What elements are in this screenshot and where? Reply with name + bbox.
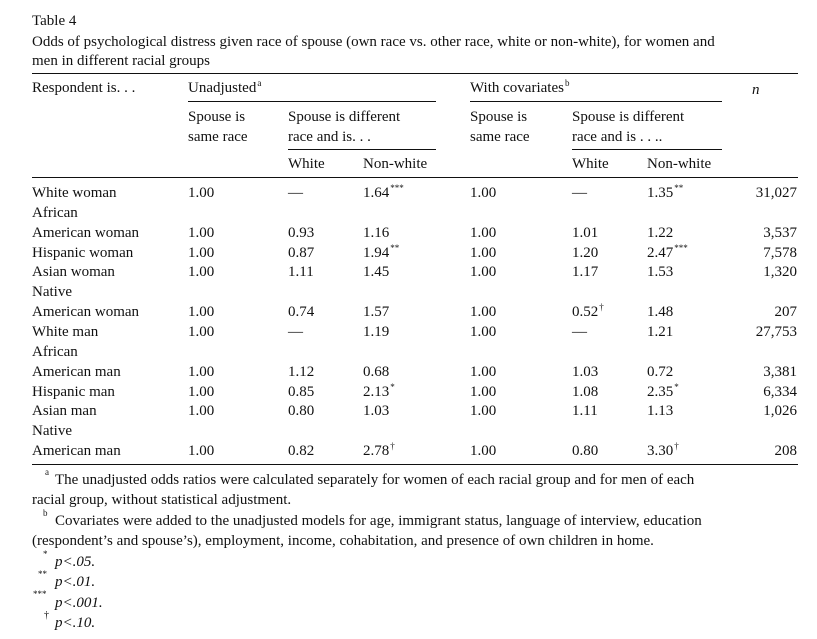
header-c-nonwhite: Non-white xyxy=(647,156,712,172)
significance-mark: *** xyxy=(674,243,688,253)
cell-unadjusted-nonwhite: 1.16 xyxy=(363,225,390,241)
cell-unadjusted-nonwhite: 2.78† xyxy=(363,441,395,459)
significance-mark: *** xyxy=(390,183,404,193)
cell-n: 1,320 xyxy=(763,264,797,280)
header-u-diff-2: race and is. . . xyxy=(288,129,371,145)
cell-unadjusted-same: 1.00 xyxy=(188,443,215,459)
header-u-same-2: same race xyxy=(188,129,248,145)
cell-unadjusted-same: 1.00 xyxy=(188,304,215,320)
cell-unadjusted-same: 1.00 xyxy=(188,245,215,261)
cell-unadjusted-white: — xyxy=(288,324,303,340)
footnote-b-ref: b xyxy=(564,78,570,88)
header-bottom-rule xyxy=(32,177,798,178)
row-label: Asian woman xyxy=(32,264,115,280)
table-label: Table 4 xyxy=(32,13,77,29)
sig-1-mark: * xyxy=(43,549,48,559)
cell-unadjusted-same: 1.00 xyxy=(188,364,215,380)
row-label: African xyxy=(32,344,78,360)
cell-unadjusted-nonwhite: 2.13* xyxy=(363,382,395,400)
cell-covariates-white: 0.52† xyxy=(572,302,604,320)
cell-n: 6,334 xyxy=(763,384,797,400)
top-rule xyxy=(32,73,798,74)
cell-covariates-nonwhite: 2.47*** xyxy=(647,243,688,261)
cell-covariates-white: 1.01 xyxy=(572,225,599,241)
cell-covariates-same: 1.00 xyxy=(470,324,497,340)
cell-unadjusted-white: 0.82 xyxy=(288,443,315,459)
cell-covariates-white: 1.11 xyxy=(572,403,598,419)
cell-unadjusted-nonwhite: 1.45 xyxy=(363,264,390,280)
header-c-diff-1: Spouse is different xyxy=(572,109,685,125)
cell-covariates-nonwhite: 1.13 xyxy=(647,403,674,419)
header-c-diff-2: race and is . . .. xyxy=(572,129,663,145)
cell-covariates-white: — xyxy=(572,185,587,201)
header-u-nonwhite: Non-white xyxy=(363,156,428,172)
cell-unadjusted-white: 0.80 xyxy=(288,403,315,419)
cell-covariates-white: 1.17 xyxy=(572,264,599,280)
header-n: n xyxy=(752,82,760,98)
row-label: American woman xyxy=(32,225,140,241)
cell-n: 3,381 xyxy=(763,364,797,380)
cell-covariates-same: 1.00 xyxy=(470,304,497,320)
cell-covariates-same: 1.00 xyxy=(470,403,497,419)
row-label: Native xyxy=(32,423,72,439)
unadjusted-rule xyxy=(188,101,436,102)
header-u-diff-1: Spouse is different xyxy=(288,109,401,125)
significance-mark: ** xyxy=(390,243,400,253)
cell-covariates-nonwhite: 2.35* xyxy=(647,382,679,400)
header-covariates: With covariates$^b$ xyxy=(470,78,570,96)
significance-mark: * xyxy=(390,382,395,392)
row-label: Native xyxy=(32,284,72,300)
cell-unadjusted-nonwhite: 1.03 xyxy=(363,403,390,419)
sig-4-mark: † xyxy=(44,610,49,621)
bottom-rule xyxy=(32,464,798,465)
u-diff-rule xyxy=(288,149,436,150)
footnote-a-line-2: racial group, without statistical adjustment. xyxy=(32,492,292,508)
cell-unadjusted-white: 0.93 xyxy=(288,225,315,241)
cell-covariates-same: 1.00 xyxy=(470,245,497,261)
cell-covariates-white: 1.08 xyxy=(572,384,599,400)
footnote-b-mark: b xyxy=(43,508,48,518)
cell-unadjusted-nonwhite: 1.57 xyxy=(363,304,390,320)
cell-unadjusted-nonwhite: 1.64*** xyxy=(363,183,404,201)
cell-unadjusted-same: 1.00 xyxy=(188,185,215,201)
header-c-white: White xyxy=(572,156,609,172)
header-u-same-1: Spouse is xyxy=(188,109,246,125)
cell-unadjusted-white: 0.74 xyxy=(288,304,315,320)
sig-3-mark: *** xyxy=(33,589,47,599)
cell-covariates-nonwhite: 1.35** xyxy=(647,183,684,201)
cell-covariates-nonwhite: 1.21 xyxy=(647,324,674,340)
cell-covariates-nonwhite: 3.30† xyxy=(647,441,679,459)
sig-2-text: p<.01. xyxy=(55,574,96,590)
header-respondent: Respondent is. . . xyxy=(32,80,136,96)
cell-n: 208 xyxy=(774,443,797,459)
cell-unadjusted-nonwhite: 1.19 xyxy=(363,324,390,340)
row-label: White woman xyxy=(32,185,117,201)
significance-mark: † xyxy=(674,441,679,451)
cell-unadjusted-nonwhite: 1.94** xyxy=(363,243,400,261)
caption-line-1: Odds of psychological distress given race of spouse (own race vs. other race, white or non-white), for women and xyxy=(32,34,715,50)
cell-unadjusted-white: 0.87 xyxy=(288,245,315,261)
cell-covariates-white: 0.80 xyxy=(572,443,599,459)
significance-mark: † xyxy=(599,302,604,312)
cell-unadjusted-white: 1.11 xyxy=(288,264,314,280)
cell-n: 31,027 xyxy=(755,185,797,201)
cell-covariates-white: 1.20 xyxy=(572,245,599,261)
footnote-a-ref: a xyxy=(257,78,262,88)
sig-1-text: p<.05. xyxy=(55,554,96,570)
cell-unadjusted-same: 1.00 xyxy=(188,384,215,400)
row-label: White man xyxy=(32,324,99,340)
cell-unadjusted-same: 1.00 xyxy=(188,264,215,280)
c-diff-rule xyxy=(572,149,722,150)
cell-unadjusted-same: 1.00 xyxy=(188,403,215,419)
footnote-b-line-2: (respondent’s and spouse’s), employment, income, cohabitation, and presence of own children in home. xyxy=(32,533,654,549)
cell-covariates-white: — xyxy=(572,324,587,340)
header-u-white: White xyxy=(288,156,325,172)
significance-mark: ** xyxy=(674,183,684,193)
cell-covariates-nonwhite: 1.48 xyxy=(647,304,674,320)
sig-3-text: p<.001. xyxy=(55,595,103,611)
row-label: Hispanic man xyxy=(32,384,115,400)
cell-covariates-same: 1.00 xyxy=(470,264,497,280)
significance-mark: * xyxy=(674,382,679,392)
header-unadjusted: Unadjusted$^a$ xyxy=(188,78,262,96)
header-c-same-1: Spouse is xyxy=(470,109,528,125)
cell-covariates-nonwhite: 1.22 xyxy=(647,225,674,241)
cell-covariates-same: 1.00 xyxy=(470,225,497,241)
footnote-a-mark: a xyxy=(45,467,49,477)
footnote-a-line-1: The unadjusted odds ratios were calculated separately for women of each racial group and for men of each xyxy=(55,472,695,488)
footnote-b-line-1: Covariates were added to the unadjusted models for age, immigrant status, language of interview, education xyxy=(55,513,702,529)
sig-2-mark: ** xyxy=(38,569,47,579)
cell-covariates-nonwhite: 1.53 xyxy=(647,264,674,280)
cell-n: 207 xyxy=(774,304,797,320)
cell-unadjusted-white: — xyxy=(288,185,303,201)
cell-n: 3,537 xyxy=(763,225,797,241)
cell-n: 1,026 xyxy=(763,403,797,419)
header-c-same-2: same race xyxy=(470,129,530,145)
cell-covariates-same: 1.00 xyxy=(470,384,497,400)
sig-4-text: p<.10. xyxy=(55,615,96,631)
cell-covariates-same: 1.00 xyxy=(470,185,497,201)
row-label: Asian man xyxy=(32,403,97,419)
row-label: African xyxy=(32,205,78,221)
cell-n: 27,753 xyxy=(755,324,797,340)
cell-covariates-white: 1.03 xyxy=(572,364,599,380)
cell-covariates-nonwhite: 0.72 xyxy=(647,364,674,380)
row-label: American man xyxy=(32,443,121,459)
covariates-rule xyxy=(470,101,722,102)
cell-covariates-same: 1.00 xyxy=(470,443,497,459)
caption-line-2: men in different racial groups xyxy=(32,53,210,69)
cell-covariates-same: 1.00 xyxy=(470,364,497,380)
cell-unadjusted-same: 1.00 xyxy=(188,225,215,241)
cell-unadjusted-nonwhite: 0.68 xyxy=(363,364,390,380)
row-label: American man xyxy=(32,364,121,380)
significance-mark: † xyxy=(390,441,395,451)
row-label: American woman xyxy=(32,304,140,320)
cell-unadjusted-same: 1.00 xyxy=(188,324,215,340)
cell-unadjusted-white: 1.12 xyxy=(288,364,315,380)
row-label: Hispanic woman xyxy=(32,245,134,261)
cell-unadjusted-white: 0.85 xyxy=(288,384,315,400)
cell-n: 7,578 xyxy=(763,245,797,261)
